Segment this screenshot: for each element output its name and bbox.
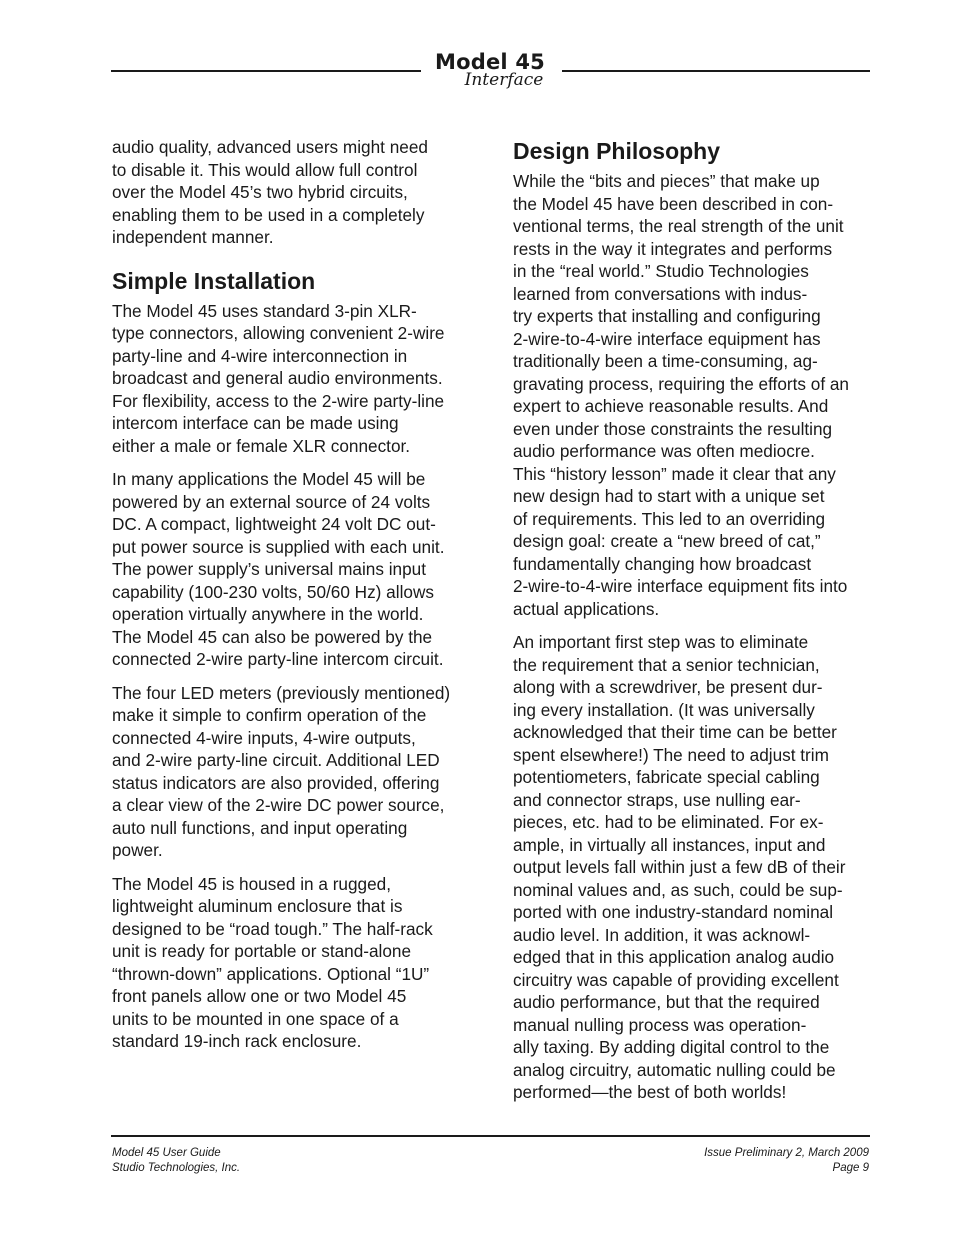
section-heading-design-philosophy: Design Philosophy [513, 138, 721, 164]
paragraph: An important first step was to eliminate the requirement that a senior technician, along with a screwdriver, be present dur- ing every installation. (It was universally acknowledged that their time can be better spent elsewhere!) The need to adjust trim potentiometers, fabricate special cabling and connector straps, use nulling ear- pieces, etc. had to be eliminated. For ex- ample, in virtually all instances, input and output levels fall within just a few dB of their nominal values and, as such, could be sup- ported with one industry-standard nominal audio level. In addition, it was acknowl- edged that in this application analog audio circuitry was capable of providing excellent audio performance, but that the required manual nulling process was operation- ally taxing. By adding digital control to the analog circuitry, automatic nulling could be performed—the best of both worlds! [513, 632, 846, 1102]
footer-left [112, 1146, 240, 1175]
product-logo [424, 50, 556, 88]
right-column [513, 136, 889, 1115]
logo-title: Model 45 [435, 50, 545, 74]
intro-paragraph: audio quality, advanced users might need to disable it. This would allow full control over the Model 45’s two hybrid circuits, enabling them to be used in a completely independent manner. [112, 137, 428, 247]
section-heading-simple-installation: Simple Installation [112, 267, 316, 294]
footer-rule [111, 1135, 870, 1137]
paragraph: The four LED meters (previously mentioned) make it simple to confirm operation of the connected 4-wire inputs, 4-wire outputs, and 2-wire party-line circuit. Additional LED status indicators are also provided, offering a clear view of the 2-wire DC power source, auto null functions, and input operating power. [112, 682, 451, 860]
footer-company: Studio Technologies, Inc. [112, 1161, 241, 1174]
header-rule-right [562, 70, 870, 72]
footer-guide-title: Model 45 User Guide [112, 1147, 221, 1159]
footer-issue: Issue Preliminary 2, March 2009 [704, 1147, 869, 1159]
left-column [112, 136, 488, 1064]
footer-right [704, 1146, 869, 1175]
logo-subtitle: Interface [464, 70, 544, 90]
paragraph: In many applications the Model 45 will be powered by an external source of 24 volts DC. A compact, lightweight 24 volt DC out- put power source is supplied with each unit. The power supply’s universal mains input capability (100-230 volts, 50/60 Hz) allows operation virtually anywhere in the world. The Model 45 can also be powered by the connected 2-wire party-line intercom circuit. [112, 469, 445, 669]
footer-page-number: Page 9 [832, 1161, 869, 1174]
paragraph: While the “bits and pieces” that make up the Model 45 have been described in con- ventional terms, the real strength of the unit rests in the way it integrates and performs in the “real world.” Studio Technologies learned from conversations with indus- try experts that installing and configuring 2-wire-to-4-wire interface equipment has traditionally been a time-consuming, ag- gravating process, requiring the efforts of an expert to achieve reasonable results. And even under those constraints the resulting audio performance was often mediocre. This “history lesson” made it clear that any new design had to start with a unique set of requirements. This led to an overriding design goal: create a “new breed of cat,” fundamentally changing how broadcast 2-wire-to-4-wire interface equipment fits into actual applications. [513, 171, 849, 619]
paragraph: The Model 45 is housed in a rugged, lightweight aluminum enclosure that is designed to be “road tough.” The half-rack unit is ready for portable or stand-alone “thrown-down” applications. Optional “1U” front panels allow one or two Model 45 units to be mounted in one space of a standard 19-inch rack enclosure. [112, 873, 433, 1051]
paragraph: The Model 45 uses standard 3-pin XLR- type connectors, allowing convenient 2-wire party-line and 4-wire interconnection in broadcast and general audio environments. For flexibility, access to the 2-wire party-line intercom interface can be made using either a male or female XLR connector. [112, 300, 445, 456]
header-rule-left [111, 70, 421, 72]
